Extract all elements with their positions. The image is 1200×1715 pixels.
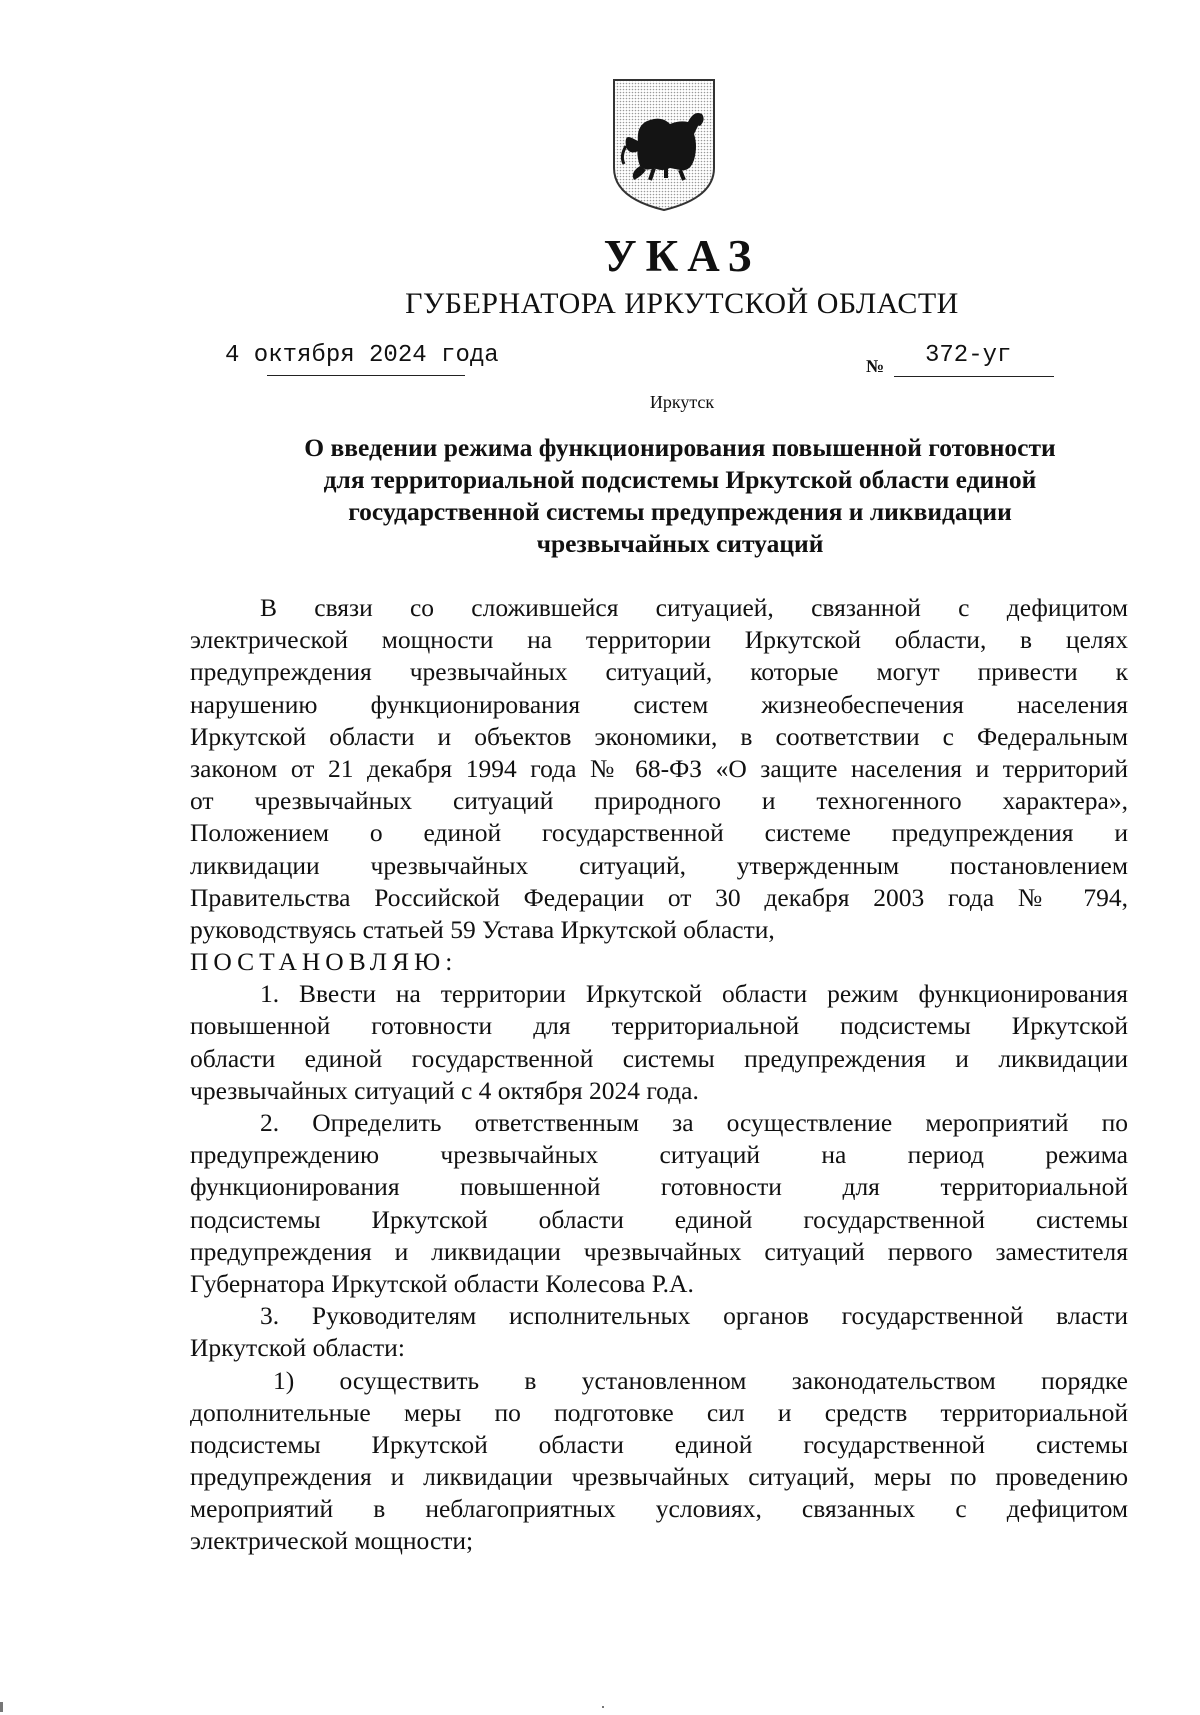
item-2-line: предупреждению чрезвычайных ситуаций на период режима — [190, 1140, 1128, 1170]
scan-artifact — [0, 1702, 3, 1712]
preamble-line: Иркутской области и объектов экономики, в соответствии с Федеральным — [190, 721, 1128, 751]
document-date: 4 октября 2024 года — [225, 342, 499, 369]
preamble-line: ликвидации чрезвычайных ситуаций, утвержденным постановлением — [190, 850, 1128, 880]
item-1-line: повышенной готовности для территориальной подсистемы Иркутской — [190, 1011, 1128, 1041]
preamble-line: от чрезвычайных ситуаций природного и техногенного характера», — [190, 786, 1128, 816]
issuer-title: ГУБЕРНАТОРА ИРКУТСКОЙ ОБЛАСТИ — [405, 287, 959, 320]
item-2-line: Губернатора Иркутской области Колесова Р.А. — [190, 1268, 694, 1298]
item-3-1-line: подсистемы Иркутской области единой государственной системы — [190, 1429, 1128, 1459]
item-1-line: чрезвычайных ситуаций с 4 октября 2024 года. — [190, 1075, 699, 1105]
number-underline — [894, 376, 1054, 377]
item-3-1-line: электрической мощности; — [190, 1526, 474, 1556]
preamble-line: предупреждения чрезвычайных ситуаций, которые могут привести к — [190, 657, 1128, 687]
item-2-line: 2. Определить ответственным за осуществление мероприятий по — [260, 1108, 1128, 1137]
decree-word: ПОСТАНОВЛЯЮ: — [190, 947, 458, 977]
preamble-line: нарушению функционирования систем жизнеобеспечения населения — [190, 689, 1128, 719]
item-2-line: функционирования повышенной готовности для территориальной — [190, 1172, 1128, 1202]
heading-line: чрезвычайных ситуаций — [536, 529, 824, 558]
date-underline — [267, 375, 465, 376]
item-3-1-line: предупреждения и ликвидации чрезвычайных ситуаций, меры по проведению — [190, 1462, 1128, 1492]
heading-line: О введении режима функционирования повышенной готовности — [304, 433, 1056, 462]
heading-line: государственной системы предупреждения и ликвидации — [348, 497, 1012, 526]
item-1-line: 1. Ввести на территории Иркутской области режим функционирования — [260, 979, 1128, 1009]
preamble-line: В связи со сложившейся ситуацией, связанной с дефицитом — [260, 593, 1128, 622]
item-2-line: подсистемы Иркутской области единой государственной системы — [190, 1204, 1128, 1234]
document-type-title: УКАЗ — [603, 231, 761, 281]
preamble-line: Правительства Российской Федерации от 30 декабря 2003 года № 794, — [190, 882, 1128, 912]
item-3-line: Иркутской области: — [190, 1333, 405, 1363]
preamble-line: руководствуясь статьей 59 Устава Иркутской области, — [190, 914, 775, 944]
scan-artifact — [602, 1706, 604, 1708]
heading-line: для территориальной подсистемы Иркутской области единой — [323, 465, 1037, 494]
preamble-line: электрической мощности на территории Иркутской области, в целях — [190, 625, 1128, 655]
item-3-1-line: дополнительные меры по подготовке сил и средств территориальной — [190, 1397, 1128, 1427]
item-3-1-line: мероприятий в неблагоприятных условиях, связанных с дефицитом — [190, 1494, 1128, 1524]
irkutsk-coat-of-arms-icon — [610, 76, 718, 214]
decree-heading — [190, 432, 1170, 560]
number-sign: № — [866, 356, 885, 376]
item-2-line: предупреждения и ликвидации чрезвычайных ситуаций первого заместителя — [190, 1236, 1128, 1266]
issue-city: Иркутск — [649, 392, 715, 412]
preamble-line: Положением о единой государственной системе предупреждения и — [190, 818, 1128, 848]
preamble-line: законом от 21 декабря 1994 года № 68-ФЗ «О защите населения и территорий — [190, 753, 1128, 783]
decree-body — [190, 592, 1128, 1558]
item-3-1-line: 1) осуществить в установленном законодательством порядке — [273, 1365, 1128, 1395]
document-number: 372-уг — [925, 342, 1012, 369]
item-3-line: 3. Руководителям исполнительных органов государственной власти — [260, 1301, 1128, 1331]
item-1-line: области единой государственной системы предупреждения и ликвидации — [190, 1043, 1128, 1073]
